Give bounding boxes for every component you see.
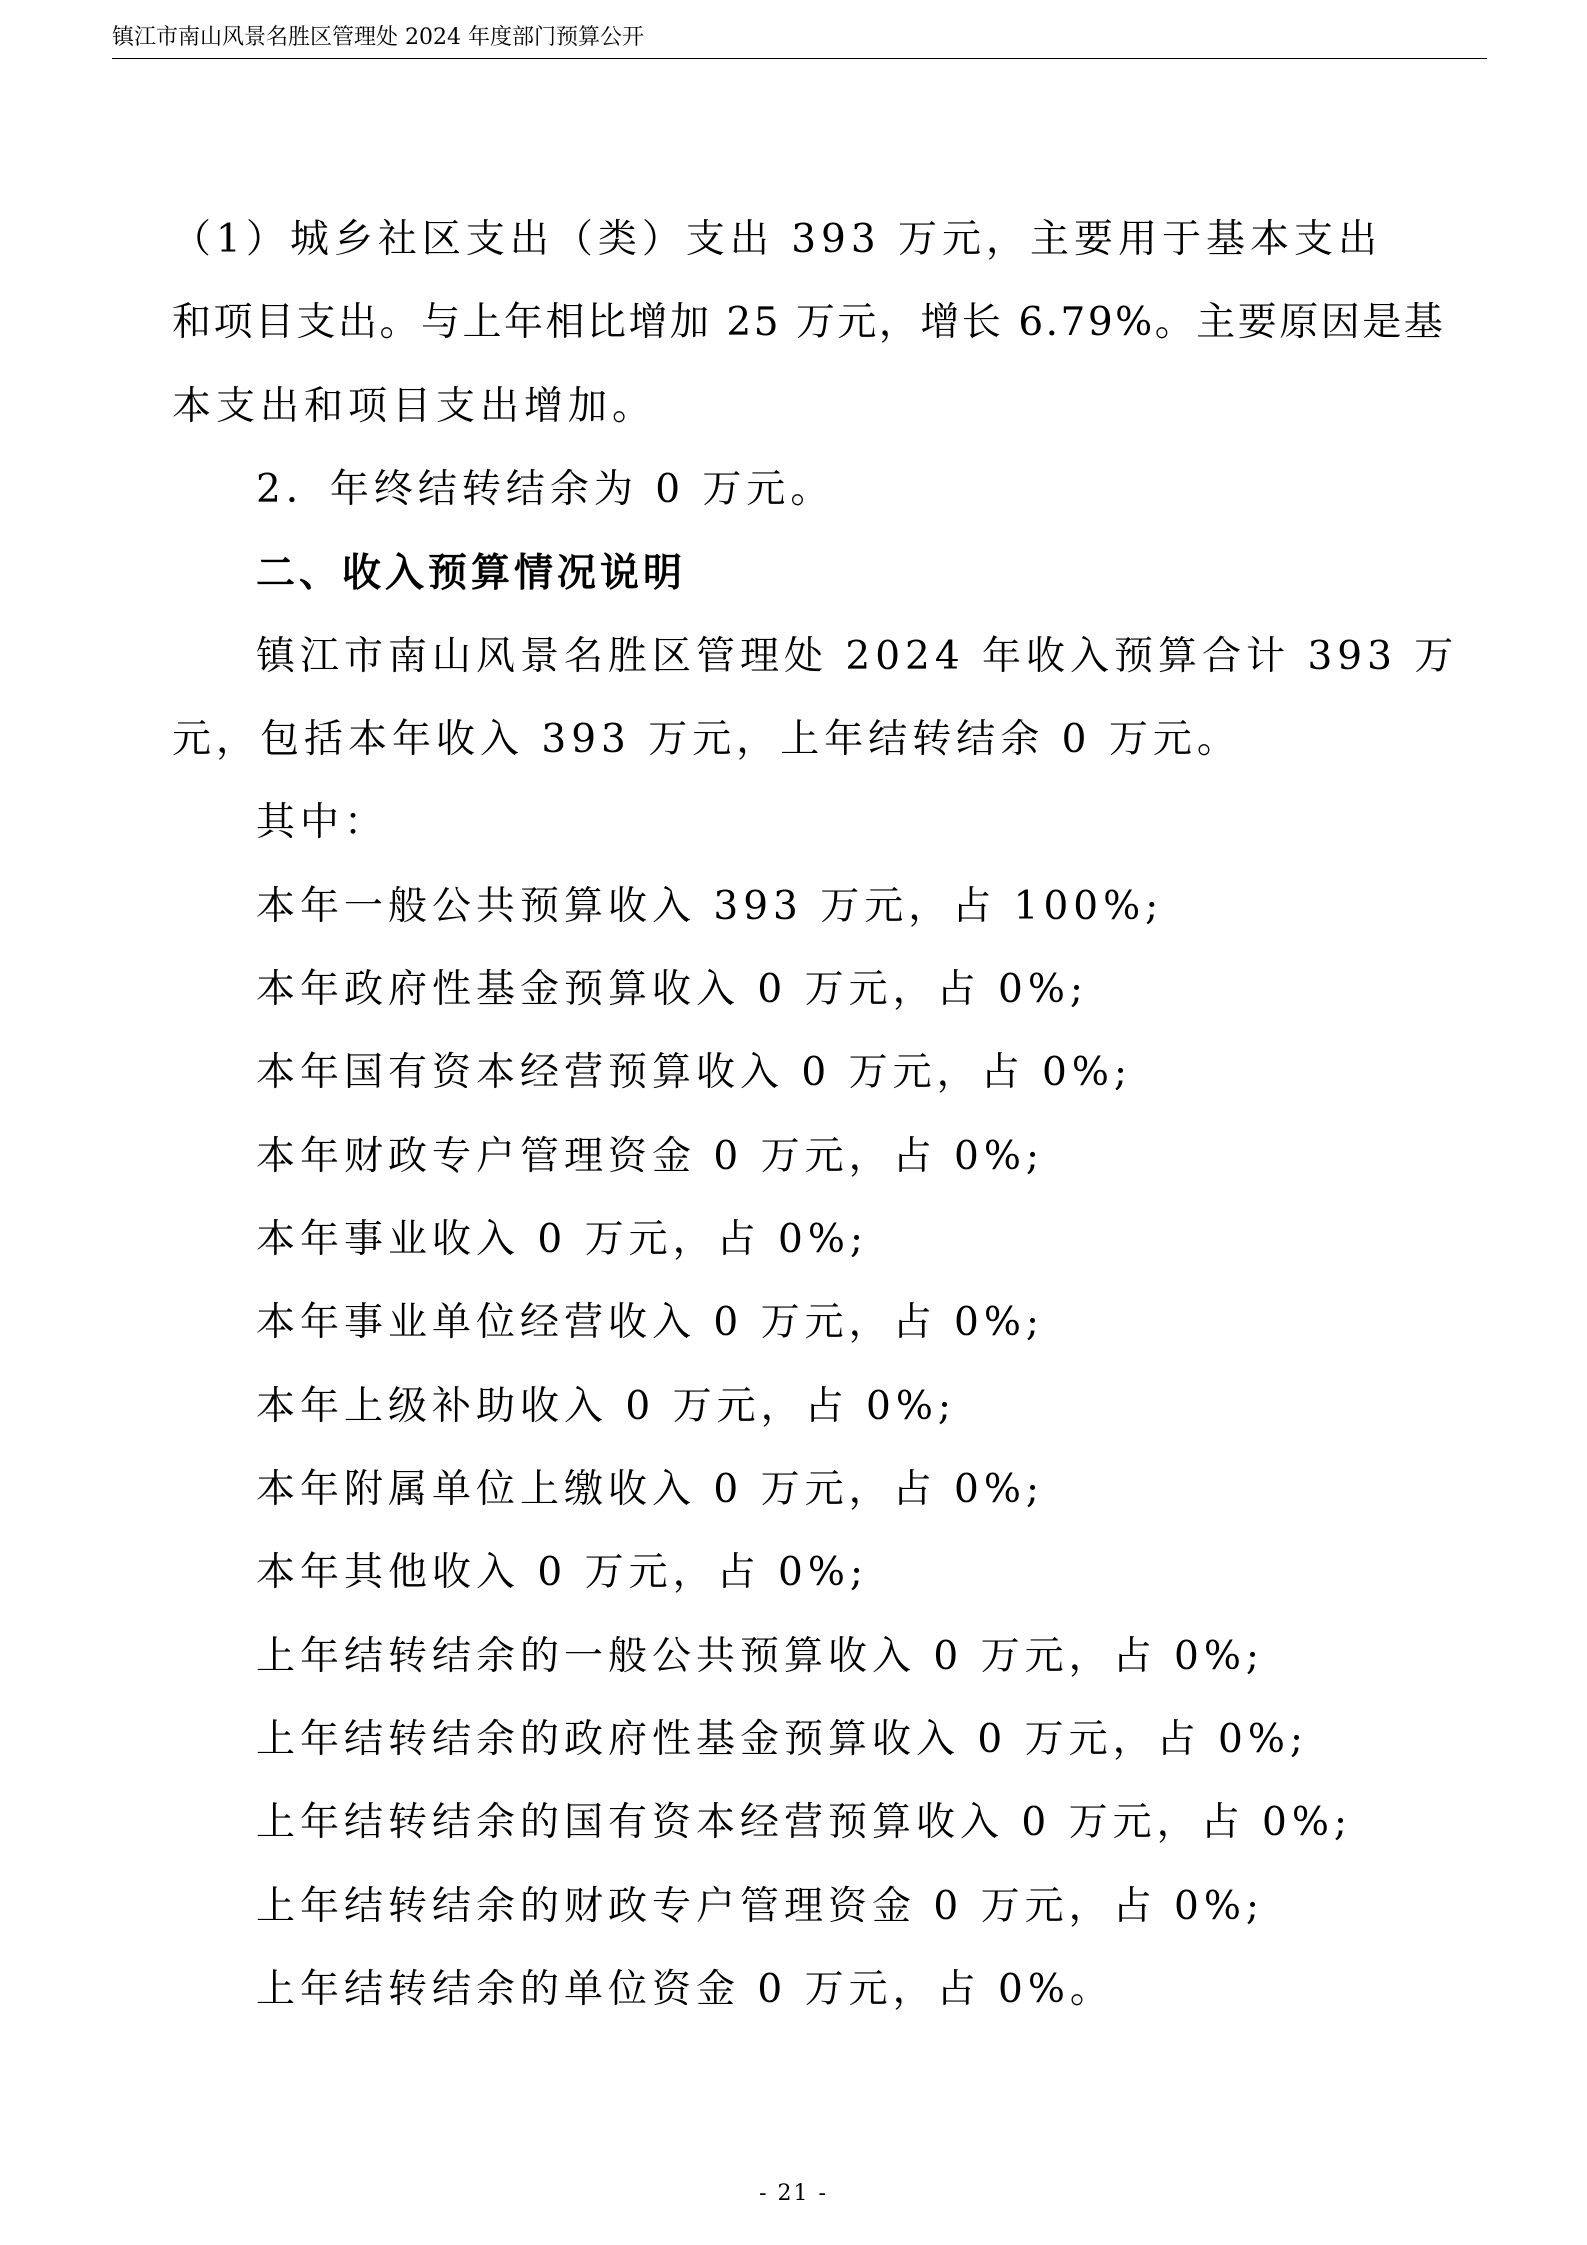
list-item: 上年结转结余的政府性基金预算收入 0 万元，占 0%; xyxy=(256,1717,1309,1762)
section-heading: 二、收入预算情况说明 xyxy=(256,550,687,596)
paragraph-line: 和项目支出。与上年相比增加 25 万元，增长 6.79%。主要原因是基 xyxy=(172,300,1446,345)
list-item: 本年附属单位上缴收入 0 万元，占 0%; xyxy=(256,1467,1045,1512)
paragraph-line: 2．年终结转结余为 0 万元。 xyxy=(256,467,835,512)
paragraph-line: （1）城乡社区支出（类）支出 393 万元，主要用于基本支出 xyxy=(172,217,1383,262)
list-item: 本年政府性基金预算收入 0 万元，占 0%; xyxy=(256,967,1089,1012)
paragraph-line: 本支出和项目支出增加。 xyxy=(172,384,657,429)
list-item: 本年事业单位经营收入 0 万元，占 0%; xyxy=(256,1300,1045,1345)
list-item: 本年国有资本经营预算收入 0 万元，占 0%; xyxy=(256,1050,1133,1095)
list-item: 上年结转结余的一般公共预算收入 0 万元，占 0%; xyxy=(256,1634,1265,1679)
paragraph-line: 元，包括本年收入 393 万元，上年结转结余 0 万元。 xyxy=(172,717,1241,762)
header-title: 镇江市南山风景名胜区管理处 2024 年度部门预算公开 xyxy=(112,25,644,50)
list-item: 上年结转结余的单位资金 0 万元，占 0%。 xyxy=(256,1967,1114,2012)
list-item: 本年一般公共预算收入 393 万元，占 100%; xyxy=(256,884,1164,929)
page-number: - 21 - xyxy=(759,2181,828,2206)
list-item: 上年结转结余的财政专户管理资金 0 万元，占 0%; xyxy=(256,1884,1265,1929)
list-item: 上年结转结余的国有资本经营预算收入 0 万元，占 0%; xyxy=(256,1800,1353,1845)
list-item: 本年财政专户管理资金 0 万元，占 0%; xyxy=(256,1134,1045,1179)
paragraph-line: 其中： xyxy=(256,800,389,845)
list-item: 本年其他收入 0 万元，占 0%; xyxy=(256,1550,869,1595)
paragraph-line: 镇江市南山风景名胜区管理处 2024 年收入预算合计 393 万 xyxy=(256,634,1459,679)
list-item: 本年上级补助收入 0 万元，占 0%; xyxy=(256,1384,957,1429)
page-header xyxy=(112,22,1487,59)
list-item: 本年事业收入 0 万元，占 0%; xyxy=(256,1217,869,1262)
